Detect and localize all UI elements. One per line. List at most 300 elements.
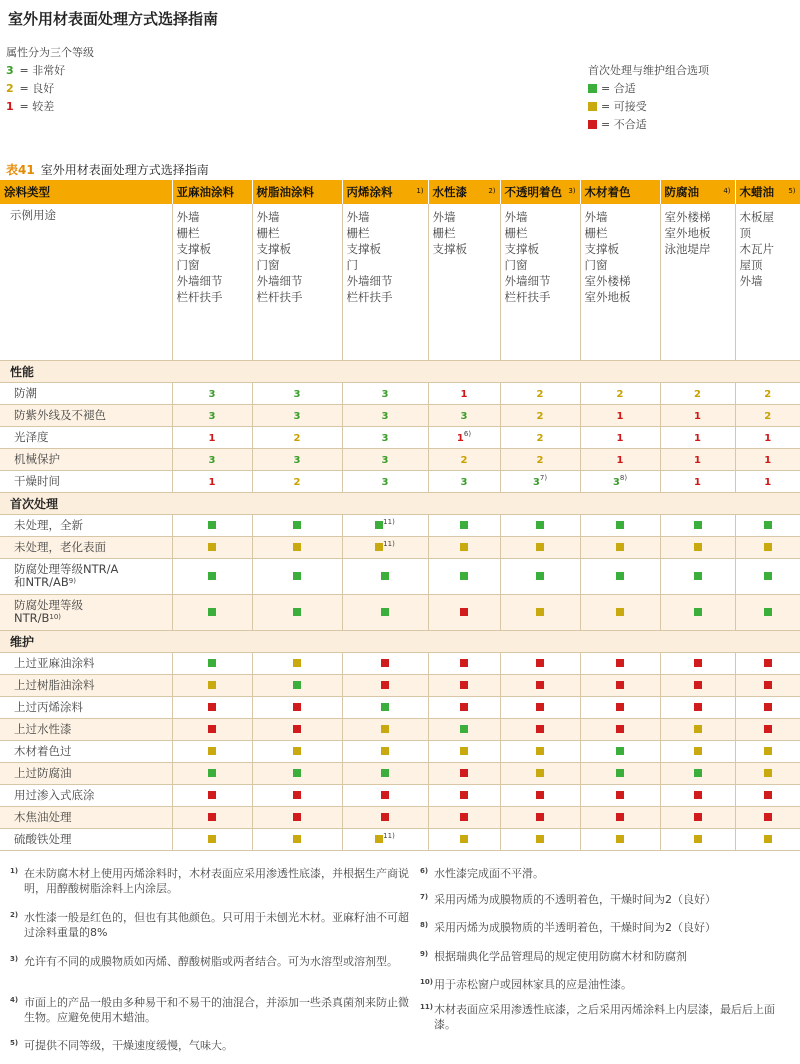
unsuitable-square-icon <box>460 681 468 689</box>
usage-line: 支撑板 <box>432 242 467 256</box>
table-cell <box>172 514 252 536</box>
footnote-number: 5) <box>10 1039 19 1047</box>
table-cell <box>428 718 500 740</box>
usage-line: 门窗 <box>176 258 200 272</box>
suitable-square-icon <box>616 747 624 755</box>
rating-text: 良好 <box>32 82 55 95</box>
table-cell <box>428 382 500 404</box>
table-cell <box>580 740 660 762</box>
usage-line: 木瓦片 <box>739 242 774 256</box>
footnote-marker: 3) <box>568 187 576 195</box>
rating-text: 非常好 <box>32 64 66 77</box>
acceptable-square-icon <box>536 543 544 551</box>
suitable-square-icon <box>536 521 544 529</box>
footnote-number: 3) <box>10 955 19 963</box>
section-header-row <box>0 630 800 652</box>
acceptable-square-icon <box>381 747 389 755</box>
table-cell <box>660 594 735 630</box>
column-header <box>172 180 252 204</box>
table-cell <box>500 674 580 696</box>
footnote-marker: 7) <box>539 473 548 482</box>
row-label <box>0 448 172 470</box>
column-header <box>580 180 660 204</box>
table-cell <box>660 404 735 426</box>
unsuitable-square-icon <box>764 791 772 799</box>
rating-value: 1 <box>694 432 701 444</box>
table-cell <box>500 740 580 762</box>
table-cell <box>172 652 252 674</box>
rating-value: 1 <box>694 410 701 422</box>
table-row <box>0 426 800 448</box>
row-label-text-2: 和NTR/AB <box>14 575 69 589</box>
acceptable-square-icon <box>293 747 301 755</box>
suitable-square-icon <box>381 769 389 777</box>
table-cell <box>580 594 660 630</box>
footnote-number: 11) <box>420 1003 433 1011</box>
row-label-text: 机械保护 <box>14 451 60 466</box>
row-label-text-2: NTR/B <box>14 611 50 625</box>
row-label <box>0 426 172 448</box>
suitable-square-icon <box>208 521 216 529</box>
column-header-label: 涂料类型 <box>4 185 50 199</box>
table-cell <box>342 514 428 536</box>
usage-cell <box>428 204 500 360</box>
suitable-square-icon <box>694 572 702 580</box>
selection-guide-table <box>0 180 800 851</box>
footnote-marker: 10) <box>49 613 62 621</box>
table-row <box>0 514 800 536</box>
suitable-square-icon <box>536 572 544 580</box>
table-row <box>0 674 800 696</box>
usage-line: 外墙细节 <box>256 274 303 288</box>
suitable-square-icon <box>293 769 301 777</box>
table-cell <box>500 784 580 806</box>
table-cell <box>342 426 428 448</box>
usage-line: 室外楼梯 <box>664 210 711 224</box>
table-cell <box>428 696 500 718</box>
acceptable-square-icon <box>208 543 216 551</box>
footnote-marker: 5) <box>788 187 796 195</box>
rating-value: 2 <box>536 410 544 422</box>
rating-value: 3 <box>293 388 301 400</box>
usage-line: 门窗 <box>584 258 608 272</box>
rating-value: 1 <box>616 432 624 444</box>
rating-value: 2 <box>293 432 301 444</box>
rating-value: 2 <box>764 388 772 400</box>
suitable-square-icon <box>381 703 389 711</box>
usage-line: 顶 <box>739 226 751 240</box>
table-cell <box>428 470 500 492</box>
table-cell <box>342 828 428 850</box>
unsuitable-square-icon <box>460 659 468 667</box>
usage-line: 室外楼梯 <box>584 274 631 288</box>
unsuitable-square-icon <box>616 791 624 799</box>
table-cell <box>428 514 500 536</box>
footnote <box>420 892 794 907</box>
table-cell <box>428 426 500 448</box>
acceptable-square-icon <box>616 543 624 551</box>
rating-eq: = <box>19 100 29 113</box>
usage-line: 外墙细节 <box>504 274 551 288</box>
table-cell <box>735 404 800 426</box>
unsuitable-square-icon <box>293 725 301 733</box>
row-label <box>0 558 172 594</box>
table-cell <box>172 426 252 448</box>
acceptable-square-icon <box>293 835 301 843</box>
unsuitable-square-icon <box>536 725 544 733</box>
suitable-square-icon <box>460 725 468 733</box>
acceptable-square-icon <box>536 769 544 777</box>
unsuitable-square-icon <box>764 659 772 667</box>
table-cell <box>660 828 735 850</box>
table-cell <box>252 828 342 850</box>
footnote-marker: 4) <box>723 187 731 195</box>
acceptable-square-icon <box>208 747 216 755</box>
row-label-text: 木材着色过 <box>14 743 72 758</box>
option-legend-item <box>588 80 709 98</box>
footnote <box>10 995 410 1025</box>
unsuitable-square-icon <box>536 659 544 667</box>
table-cell <box>580 784 660 806</box>
rating-value: 2 <box>536 432 544 444</box>
row-label <box>0 718 172 740</box>
table-cell <box>500 470 580 492</box>
column-header <box>428 180 500 204</box>
usage-line: 栅栏 <box>504 226 528 240</box>
unsuitable-square-icon <box>764 813 772 821</box>
unsuitable-square-icon <box>588 120 597 129</box>
unsuitable-square-icon <box>460 791 468 799</box>
rating-number: 3 <box>6 64 14 77</box>
footnote <box>420 920 794 935</box>
column-header-label: 防腐油 <box>664 185 699 199</box>
table-caption <box>6 161 209 178</box>
footnote-marker: 6) <box>463 429 472 438</box>
table-cell <box>580 806 660 828</box>
column-header-label: 不透明着色 <box>504 185 562 199</box>
table-cell <box>252 784 342 806</box>
table-cell <box>342 536 428 558</box>
footnote <box>420 866 794 881</box>
rating-text: 较差 <box>32 100 55 113</box>
section-title: 维护 <box>0 630 800 652</box>
suitable-square-icon <box>293 521 301 529</box>
footnote-text: 允许有不同的成膜物质如丙烯、醇酸树脂或两者结合。可为水溶型或溶剂型。 <box>24 955 398 968</box>
table-cell <box>252 762 342 784</box>
unsuitable-square-icon <box>381 681 389 689</box>
usage-line: 栅栏 <box>346 226 370 240</box>
rating-eq: = <box>19 64 29 77</box>
footnote <box>420 977 794 992</box>
rating-number: 2 <box>6 82 14 95</box>
unsuitable-square-icon <box>616 813 624 821</box>
footnote-number: 2) <box>10 911 19 919</box>
table-cell <box>500 558 580 594</box>
table-cell <box>580 828 660 850</box>
footnote-number: 8) <box>420 921 429 929</box>
suitable-square-icon <box>694 521 702 529</box>
footnote <box>420 949 794 964</box>
column-header <box>252 180 342 204</box>
table-cell <box>172 762 252 784</box>
footnote-text: 用于赤松窗户或园林家具的应是油性漆。 <box>434 978 632 991</box>
table-cell <box>660 426 735 448</box>
table-cell <box>660 696 735 718</box>
rating-value: 3 <box>612 476 620 488</box>
table-row <box>0 740 800 762</box>
section-title: 首次处理 <box>0 492 800 514</box>
acceptable-square-icon <box>694 725 702 733</box>
table-cell <box>252 718 342 740</box>
suitable-square-icon <box>616 769 624 777</box>
table-cell <box>500 426 580 448</box>
table-cell <box>580 470 660 492</box>
acceptable-square-icon <box>208 835 216 843</box>
usage-row <box>0 204 800 360</box>
table-row <box>0 762 800 784</box>
acceptable-square-icon <box>208 681 216 689</box>
row-label <box>0 806 172 828</box>
table-cell <box>252 806 342 828</box>
suitable-square-icon <box>616 572 624 580</box>
usage-line: 外墙细节 <box>346 274 393 288</box>
rating-legend-item <box>6 98 94 116</box>
unsuitable-square-icon <box>694 703 702 711</box>
table-cell <box>172 828 252 850</box>
usage-line: 泳池堤岸 <box>664 242 711 256</box>
table-cell <box>500 448 580 470</box>
table-cell <box>342 594 428 630</box>
row-label-text: 未处理，老化表面 <box>14 539 106 554</box>
row-label <box>0 594 172 630</box>
unsuitable-square-icon <box>694 791 702 799</box>
table-cell <box>735 696 800 718</box>
table-cell <box>500 696 580 718</box>
suitable-square-icon <box>208 572 216 580</box>
table-cell <box>172 536 252 558</box>
row-label-text: 防腐处理等级 <box>14 598 83 612</box>
rating-value: 1 <box>764 454 772 466</box>
footnote-text: 采用丙烯为成膜物质的不透明着色，干燥时间为2（良好） <box>434 893 716 906</box>
usage-cell <box>660 204 735 360</box>
table-row <box>0 404 800 426</box>
rating-value: 3 <box>381 476 389 488</box>
acceptable-square-icon <box>460 747 468 755</box>
table-cell <box>660 740 735 762</box>
table-cell <box>660 514 735 536</box>
unsuitable-square-icon <box>616 681 624 689</box>
rating-value: 2 <box>460 454 468 466</box>
rating-value: 3 <box>208 388 216 400</box>
usage-line: 支撑板 <box>584 242 619 256</box>
usage-line: 栅栏 <box>256 226 280 240</box>
column-header <box>735 180 800 204</box>
table-cell <box>500 806 580 828</box>
table-cell <box>580 536 660 558</box>
usage-line: 木板屋 <box>739 210 774 224</box>
row-label <box>0 828 172 850</box>
table-cell <box>428 448 500 470</box>
unsuitable-square-icon <box>694 681 702 689</box>
acceptable-square-icon <box>588 102 597 111</box>
usage-line: 栅栏 <box>432 226 456 240</box>
row-label-text: 用过渗入式底涂 <box>14 787 95 802</box>
unsuitable-square-icon <box>536 681 544 689</box>
column-header <box>342 180 428 204</box>
usage-line: 外墙 <box>346 210 370 224</box>
footnote <box>420 1002 794 1032</box>
unsuitable-square-icon <box>536 703 544 711</box>
usage-line: 外墙细节 <box>176 274 223 288</box>
section-header-row <box>0 492 800 514</box>
unsuitable-square-icon <box>764 703 772 711</box>
usage-cell <box>342 204 428 360</box>
usage-line: 门窗 <box>504 258 528 272</box>
table-cell <box>500 762 580 784</box>
footnote-marker: 9) <box>68 577 76 585</box>
table-row <box>0 652 800 674</box>
table-cell <box>735 784 800 806</box>
table-row <box>0 784 800 806</box>
table-cell <box>580 696 660 718</box>
table-cell <box>735 762 800 784</box>
usage-cell <box>172 204 252 360</box>
table-cell <box>428 594 500 630</box>
unsuitable-square-icon <box>381 659 389 667</box>
suitable-square-icon <box>375 521 383 529</box>
row-label <box>0 740 172 762</box>
footnote <box>10 866 410 896</box>
table-cell <box>735 470 800 492</box>
acceptable-square-icon <box>764 835 772 843</box>
acceptable-square-icon <box>764 543 772 551</box>
suitable-square-icon <box>764 572 772 580</box>
suitable-square-icon <box>764 521 772 529</box>
usage-line: 支撑板 <box>346 242 381 256</box>
table-cell <box>172 740 252 762</box>
rating-value: 3 <box>208 410 216 422</box>
rating-value: 2 <box>293 476 301 488</box>
footnote-text: 水性漆完成面不平滑。 <box>434 867 544 880</box>
table-cell <box>500 514 580 536</box>
rating-number: 1 <box>6 100 14 113</box>
column-header-label: 树脂油涂料 <box>256 185 314 199</box>
table-cell <box>172 674 252 696</box>
acceptable-square-icon <box>694 747 702 755</box>
rating-value: 2 <box>536 388 544 400</box>
unsuitable-square-icon <box>381 813 389 821</box>
usage-line: 室外地板 <box>664 226 711 240</box>
suitable-square-icon <box>208 608 216 616</box>
suitable-square-icon <box>588 84 597 93</box>
column-header-label: 亚麻油涂料 <box>176 185 234 199</box>
row-label-text: 硫酸铁处理 <box>14 831 72 846</box>
footnote-text: 市面上的产品一般由多种易干和不易干的油混合，并添加一些杀真菌剂来防止微生物。应避免使用木蜡油。 <box>24 996 409 1024</box>
suitable-square-icon <box>293 608 301 616</box>
section-title: 性能 <box>0 360 800 382</box>
row-label-text: 木焦油处理 <box>14 809 72 824</box>
table-cell <box>660 382 735 404</box>
footnote-marker: 2) <box>488 187 496 195</box>
suitable-square-icon <box>694 608 702 616</box>
table-cell <box>660 762 735 784</box>
usage-line: 栏杆扶手 <box>346 290 393 304</box>
table-cell <box>735 536 800 558</box>
table-cell <box>580 558 660 594</box>
acceptable-square-icon <box>460 543 468 551</box>
usage-line: 外墙 <box>256 210 280 224</box>
unsuitable-square-icon <box>460 703 468 711</box>
row-label-text: 上过亚麻油涂料 <box>14 655 95 670</box>
section-header-row <box>0 360 800 382</box>
table-row <box>0 696 800 718</box>
option-text: = 不合适 <box>601 118 647 131</box>
row-label-text: 防紫外线及不褪色 <box>14 407 106 422</box>
rating-value: 1 <box>208 476 216 488</box>
row-label-text: 上过防腐油 <box>14 765 72 780</box>
table-cell <box>500 382 580 404</box>
usage-line: 支撑板 <box>176 242 211 256</box>
footnote-text: 可提供不同等级，干燥速度缓慢，气味大。 <box>24 1039 233 1052</box>
table-cell <box>342 696 428 718</box>
table-cell <box>735 558 800 594</box>
rating-value: 1 <box>694 476 701 488</box>
acceptable-square-icon <box>616 608 624 616</box>
table-cell <box>342 806 428 828</box>
table-cell <box>500 536 580 558</box>
unsuitable-square-icon <box>764 681 772 689</box>
table-cell <box>428 404 500 426</box>
row-label-text: 防潮 <box>14 385 37 400</box>
table-cell <box>428 740 500 762</box>
table-cell <box>252 448 342 470</box>
table-cell <box>172 470 252 492</box>
footnote <box>10 910 410 940</box>
table-cell <box>580 382 660 404</box>
rating-value: 1 <box>456 432 464 444</box>
table-cell <box>428 536 500 558</box>
footnote-number: 10) <box>420 978 433 986</box>
table-cell <box>342 718 428 740</box>
rating-value: 1 <box>764 476 772 488</box>
table-cell <box>580 448 660 470</box>
table-cell <box>735 828 800 850</box>
table-cell <box>735 740 800 762</box>
table-cell <box>172 382 252 404</box>
rating-value: 2 <box>694 388 701 400</box>
footnote-text: 在未防腐木材上使用丙烯涂料时，木材表面应采用渗透性底漆，并根据生产商说明，用醇酸树脂涂料上内涂层。 <box>24 867 409 895</box>
rating-legend <box>6 44 94 116</box>
footnote <box>10 954 410 969</box>
suitable-square-icon <box>293 572 301 580</box>
rating-value: 2 <box>536 454 544 466</box>
table-cell <box>580 762 660 784</box>
usage-line: 外墙 <box>739 274 763 288</box>
usage-line: 栏杆扶手 <box>176 290 223 304</box>
suitable-square-icon <box>208 769 216 777</box>
suitable-square-icon <box>764 608 772 616</box>
column-header-label: 丙烯涂料 <box>346 185 393 199</box>
footnote-number: 7) <box>420 893 429 901</box>
table-cell <box>342 448 428 470</box>
table-cell <box>735 382 800 404</box>
table-cell <box>580 426 660 448</box>
table-cell <box>500 828 580 850</box>
footnote-marker: 11) <box>383 831 395 840</box>
usage-line: 外墙 <box>504 210 528 224</box>
suitable-square-icon <box>460 572 468 580</box>
column-header-label: 木材着色 <box>584 185 631 199</box>
